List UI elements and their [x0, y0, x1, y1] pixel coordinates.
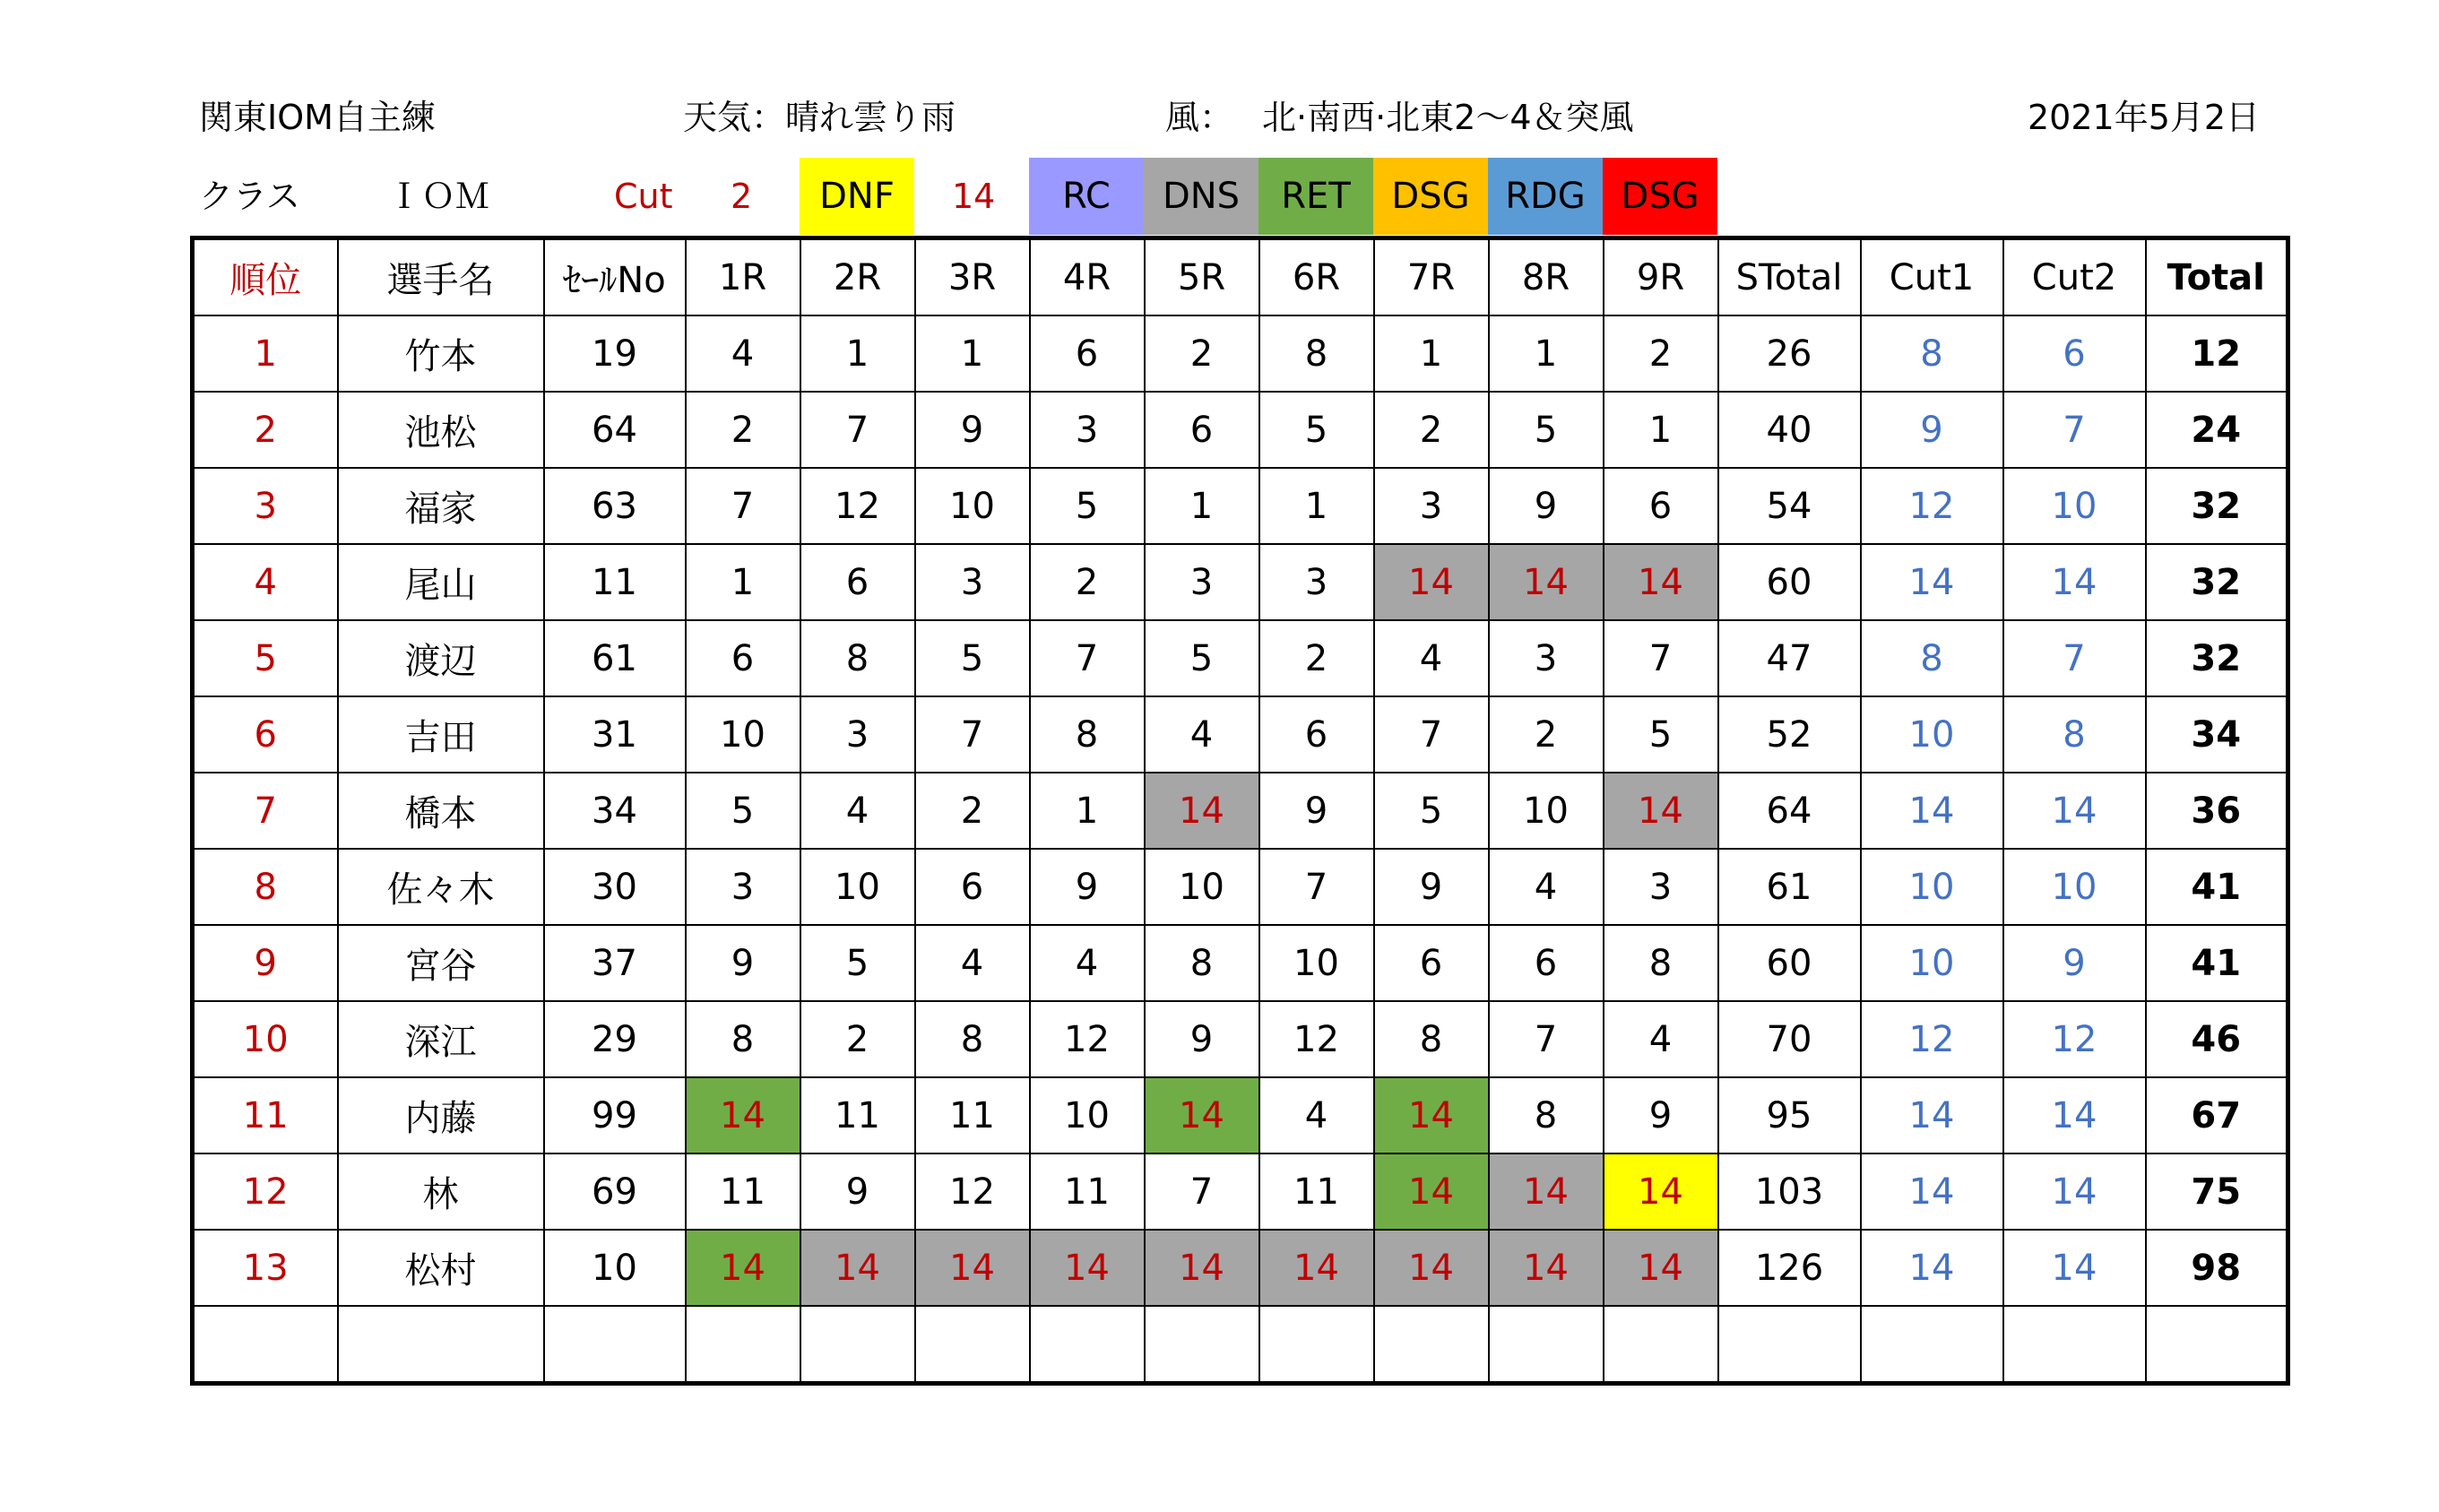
col-5r: 5R: [1145, 238, 1259, 316]
penalty-value: 14: [952, 177, 996, 216]
race-1r-cell: 3: [686, 849, 800, 925]
race-6r-cell: 6: [1259, 696, 1374, 773]
empty-cell: [1145, 1306, 1259, 1384]
race-1r-cell: 14: [686, 1230, 800, 1306]
race-7r-cell: 2: [1374, 392, 1489, 468]
race-7r-cell: 6: [1374, 925, 1489, 1001]
empty-cell: [1718, 1306, 1861, 1384]
cut1-cell: 14: [1861, 1153, 2003, 1230]
class-value: ＩＯＭ: [387, 177, 490, 216]
race-6r-cell: 1: [1259, 468, 1374, 544]
race-1r-cell: 14: [686, 1077, 800, 1153]
race-7r-cell: 3: [1374, 468, 1489, 544]
total-cell: 75: [2146, 1153, 2288, 1230]
race-6r-cell: 9: [1259, 773, 1374, 849]
table-row: [193, 468, 2288, 544]
race-9r-cell: 14: [1604, 544, 1718, 620]
race-7r-cell: 8: [1374, 1001, 1489, 1077]
race-4r-cell: 6: [1030, 315, 1145, 392]
legend-rc: RC: [1029, 158, 1144, 235]
race-4r-cell: 3: [1030, 392, 1145, 468]
stotal-cell: 61: [1718, 849, 1861, 925]
name-cell: 福家: [338, 468, 544, 544]
rank-cell: 10: [193, 1001, 338, 1077]
table-row: [193, 1001, 2288, 1077]
cut2-cell: 12: [2003, 1001, 2146, 1077]
race-1r-cell: 10: [686, 696, 800, 773]
rank-cell: 5: [193, 620, 338, 696]
race-3r-cell: 10: [915, 468, 1030, 544]
total-cell: 32: [2146, 620, 2288, 696]
total-cell: 41: [2146, 925, 2288, 1001]
race-8r-cell: 3: [1489, 620, 1604, 696]
rank-cell: 9: [193, 925, 338, 1001]
legend-rdg: RDG: [1488, 158, 1603, 235]
stotal-cell: 26: [1718, 315, 1861, 392]
empty-cell: [1604, 1306, 1718, 1384]
sail-cell: 10: [544, 1230, 686, 1306]
empty-cell: [1861, 1306, 2003, 1384]
cut2-cell: 14: [2003, 544, 2146, 620]
table-row: [193, 849, 2288, 925]
empty-cell: [1489, 1306, 1604, 1384]
race-7r-cell: 5: [1374, 773, 1489, 849]
cut1-cell: 14: [1861, 1077, 2003, 1153]
sail-cell: 37: [544, 925, 686, 1001]
class-label: クラス: [199, 177, 300, 216]
race-9r-cell: 1: [1604, 392, 1718, 468]
race-4r-cell: 9: [1030, 849, 1145, 925]
race-1r-cell: 11: [686, 1153, 800, 1230]
name-cell: 竹本: [338, 315, 544, 392]
sail-cell: 31: [544, 696, 686, 773]
legend-dns: DNS: [1144, 158, 1258, 235]
rank-cell: 4: [193, 544, 338, 620]
empty-cell: [800, 1306, 915, 1384]
col-sail: ｾｰﾙNo: [544, 238, 686, 316]
sail-cell: 61: [544, 620, 686, 696]
empty-cell: [193, 1306, 338, 1384]
race-4r-cell: 2: [1030, 544, 1145, 620]
race-5r-cell: 7: [1145, 1153, 1259, 1230]
race-5r-cell: 14: [1145, 1230, 1259, 1306]
race-7r-cell: 14: [1374, 1153, 1489, 1230]
name-cell: 松村: [338, 1230, 544, 1306]
cut2-cell: 10: [2003, 468, 2146, 544]
cut1-cell: 10: [1861, 696, 2003, 773]
table-row: [193, 544, 2288, 620]
rank-cell: 7: [193, 773, 338, 849]
race-3r-cell: 7: [915, 696, 1030, 773]
race-8r-cell: 8: [1489, 1077, 1604, 1153]
total-cell: 36: [2146, 773, 2288, 849]
race-9r-cell: 14: [1604, 1230, 1718, 1306]
race-5r-cell: 3: [1145, 544, 1259, 620]
race-7r-cell: 14: [1374, 544, 1489, 620]
race-7r-cell: 14: [1374, 1077, 1489, 1153]
race-4r-cell: 12: [1030, 1001, 1145, 1077]
cut2-cell: 14: [2003, 773, 2146, 849]
legend-dnf: DNF: [800, 158, 914, 235]
stotal-cell: 54: [1718, 468, 1861, 544]
race-6r-cell: 14: [1259, 1230, 1374, 1306]
race-2r-cell: 8: [800, 620, 915, 696]
race-2r-cell: 6: [800, 544, 915, 620]
race-2r-cell: 10: [800, 849, 915, 925]
race-3r-cell: 4: [915, 925, 1030, 1001]
cut1-cell: 9: [1861, 392, 2003, 468]
race-4r-cell: 8: [1030, 696, 1145, 773]
race-3r-cell: 9: [915, 392, 1030, 468]
col-stotal: STotal: [1718, 238, 1861, 316]
name-cell: 佐々木: [338, 849, 544, 925]
cut2-cell: 14: [2003, 1230, 2146, 1306]
total-cell: 98: [2146, 1230, 2288, 1306]
race-8r-cell: 9: [1489, 468, 1604, 544]
empty-cell: [338, 1306, 544, 1384]
race-1r-cell: 5: [686, 773, 800, 849]
race-1r-cell: 7: [686, 468, 800, 544]
results-table: [190, 236, 2290, 1386]
race-6r-cell: 8: [1259, 315, 1374, 392]
race-8r-cell: 4: [1489, 849, 1604, 925]
race-8r-cell: 14: [1489, 1230, 1604, 1306]
race-8r-cell: 5: [1489, 392, 1604, 468]
stotal-cell: 103: [1718, 1153, 1861, 1230]
empty-cell: [686, 1306, 800, 1384]
race-6r-cell: 3: [1259, 544, 1374, 620]
sail-cell: 19: [544, 315, 686, 392]
col-name: 選手名: [338, 238, 544, 316]
name-cell: 内藤: [338, 1077, 544, 1153]
empty-cell: [544, 1306, 686, 1384]
table-row: [193, 925, 2288, 1001]
race-6r-cell: 2: [1259, 620, 1374, 696]
table-row: [193, 1077, 2288, 1153]
rank-cell: 1: [193, 315, 338, 392]
total-cell: 32: [2146, 544, 2288, 620]
table-row: [193, 1153, 2288, 1230]
race-5r-cell: 2: [1145, 315, 1259, 392]
race-7r-cell: 4: [1374, 620, 1489, 696]
rank-cell: 6: [193, 696, 338, 773]
sail-cell: 69: [544, 1153, 686, 1230]
total-cell: 32: [2146, 468, 2288, 544]
empty-cell: [915, 1306, 1030, 1384]
col-9r: 9R: [1604, 238, 1718, 316]
weather-info: 天気：晴れ雲り雨: [683, 98, 956, 137]
sail-cell: 99: [544, 1077, 686, 1153]
stotal-cell: 70: [1718, 1001, 1861, 1077]
race-3r-cell: 3: [915, 544, 1030, 620]
cut2-cell: 8: [2003, 696, 2146, 773]
race-9r-cell: 9: [1604, 1077, 1718, 1153]
race-4r-cell: 7: [1030, 620, 1145, 696]
sail-cell: 63: [544, 468, 686, 544]
race-2r-cell: 5: [800, 925, 915, 1001]
name-cell: 渡辺: [338, 620, 544, 696]
race-2r-cell: 9: [800, 1153, 915, 1230]
cut2-cell: 10: [2003, 849, 2146, 925]
race-7r-cell: 7: [1374, 696, 1489, 773]
race-9r-cell: 4: [1604, 1001, 1718, 1077]
sail-cell: 29: [544, 1001, 686, 1077]
stotal-cell: 40: [1718, 392, 1861, 468]
race-9r-cell: 7: [1604, 620, 1718, 696]
race-3r-cell: 2: [915, 773, 1030, 849]
cut1-cell: 14: [1861, 544, 2003, 620]
wind-label: 風：: [1165, 98, 1234, 137]
col-3r: 3R: [915, 238, 1030, 316]
race-5r-cell: 10: [1145, 849, 1259, 925]
rank-cell: 13: [193, 1230, 338, 1306]
sail-cell: 34: [544, 773, 686, 849]
race-9r-cell: 14: [1604, 773, 1718, 849]
stotal-cell: 64: [1718, 773, 1861, 849]
race-1r-cell: 8: [686, 1001, 800, 1077]
empty-cell: [1374, 1306, 1489, 1384]
race-4r-cell: 4: [1030, 925, 1145, 1001]
race-6r-cell: 4: [1259, 1077, 1374, 1153]
col-2r: 2R: [800, 238, 915, 316]
event-title: 関東IOM自主練: [199, 98, 436, 137]
race-1r-cell: 9: [686, 925, 800, 1001]
race-1r-cell: 4: [686, 315, 800, 392]
cut2-cell: 14: [2003, 1153, 2146, 1230]
stotal-cell: 126: [1718, 1230, 1861, 1306]
cut2-cell: 9: [2003, 925, 2146, 1001]
race-1r-cell: 2: [686, 392, 800, 468]
header-row: [193, 238, 2288, 316]
table-row: [193, 1230, 2288, 1306]
sail-cell: 11: [544, 544, 686, 620]
race-6r-cell: 7: [1259, 849, 1374, 925]
race-3r-cell: 5: [915, 620, 1030, 696]
race-2r-cell: 12: [800, 468, 915, 544]
race-6r-cell: 12: [1259, 1001, 1374, 1077]
race-6r-cell: 11: [1259, 1153, 1374, 1230]
empty-cell: [2146, 1306, 2288, 1384]
rank-cell: 3: [193, 468, 338, 544]
race-4r-cell: 11: [1030, 1153, 1145, 1230]
legend-dsg-orange: DSG: [1373, 158, 1488, 235]
wind-info: 北·南西·北東2〜4＆突風: [1262, 98, 1634, 137]
name-cell: 林: [338, 1153, 544, 1230]
stotal-cell: 95: [1718, 1077, 1861, 1153]
race-3r-cell: 14: [915, 1230, 1030, 1306]
race-2r-cell: 2: [800, 1001, 915, 1077]
cut1-cell: 8: [1861, 315, 2003, 392]
total-cell: 24: [2146, 392, 2288, 468]
col-cut2: Cut2: [2003, 238, 2146, 316]
race-2r-cell: 7: [800, 392, 915, 468]
race-9r-cell: 2: [1604, 315, 1718, 392]
race-2r-cell: 4: [800, 773, 915, 849]
stotal-cell: 60: [1718, 544, 1861, 620]
race-7r-cell: 14: [1374, 1230, 1489, 1306]
col-total: Total: [2146, 238, 2288, 316]
race-5r-cell: 4: [1145, 696, 1259, 773]
table-row: [193, 620, 2288, 696]
empty-cell: [1030, 1306, 1145, 1384]
cut1-cell: 10: [1861, 849, 2003, 925]
name-cell: 深江: [338, 1001, 544, 1077]
race-2r-cell: 14: [800, 1230, 915, 1306]
empty-row: [193, 1306, 2288, 1384]
rank-cell: 2: [193, 392, 338, 468]
race-9r-cell: 3: [1604, 849, 1718, 925]
col-1r: 1R: [686, 238, 800, 316]
name-cell: 池松: [338, 392, 544, 468]
total-cell: 12: [2146, 315, 2288, 392]
cut2-cell: 7: [2003, 392, 2146, 468]
total-cell: 41: [2146, 849, 2288, 925]
cut1-cell: 14: [1861, 773, 2003, 849]
race-3r-cell: 11: [915, 1077, 1030, 1153]
cut-value: 2: [731, 177, 753, 216]
cut2-cell: 6: [2003, 315, 2146, 392]
race-8r-cell: 6: [1489, 925, 1604, 1001]
race-8r-cell: 7: [1489, 1001, 1604, 1077]
race-4r-cell: 1: [1030, 773, 1145, 849]
empty-cell: [2003, 1306, 2146, 1384]
total-cell: 67: [2146, 1077, 2288, 1153]
race-2r-cell: 11: [800, 1077, 915, 1153]
race-1r-cell: 1: [686, 544, 800, 620]
race-9r-cell: 6: [1604, 468, 1718, 544]
table-row: [193, 696, 2288, 773]
race-4r-cell: 10: [1030, 1077, 1145, 1153]
event-date: 2021年5月2日: [2028, 98, 2261, 137]
col-cut1: Cut1: [1861, 238, 2003, 316]
race-8r-cell: 2: [1489, 696, 1604, 773]
race-3r-cell: 12: [915, 1153, 1030, 1230]
race-2r-cell: 1: [800, 315, 915, 392]
total-cell: 46: [2146, 1001, 2288, 1077]
race-5r-cell: 1: [1145, 468, 1259, 544]
cut1-cell: 10: [1861, 925, 2003, 1001]
race-9r-cell: 8: [1604, 925, 1718, 1001]
name-cell: 宮谷: [338, 925, 544, 1001]
race-8r-cell: 14: [1489, 1153, 1604, 1230]
race-5r-cell: 8: [1145, 925, 1259, 1001]
cut2-cell: 7: [2003, 620, 2146, 696]
col-7r: 7R: [1374, 238, 1489, 316]
race-5r-cell: 14: [1145, 1077, 1259, 1153]
race-7r-cell: 1: [1374, 315, 1489, 392]
cut-label: Cut: [614, 177, 673, 216]
col-8r: 8R: [1489, 238, 1604, 316]
race-3r-cell: 8: [915, 1001, 1030, 1077]
col-6r: 6R: [1259, 238, 1374, 316]
cut1-cell: 12: [1861, 1001, 2003, 1077]
cut2-cell: 14: [2003, 1077, 2146, 1153]
rank-cell: 12: [193, 1153, 338, 1230]
race-9r-cell: 5: [1604, 696, 1718, 773]
name-cell: 吉田: [338, 696, 544, 773]
race-9r-cell: 14: [1604, 1153, 1718, 1230]
race-4r-cell: 5: [1030, 468, 1145, 544]
col-rank: 順位: [193, 238, 338, 316]
rank-cell: 11: [193, 1077, 338, 1153]
stotal-cell: 47: [1718, 620, 1861, 696]
total-cell: 34: [2146, 696, 2288, 773]
race-6r-cell: 10: [1259, 925, 1374, 1001]
race-3r-cell: 6: [915, 849, 1030, 925]
race-1r-cell: 6: [686, 620, 800, 696]
sail-cell: 30: [544, 849, 686, 925]
name-cell: 尾山: [338, 544, 544, 620]
race-8r-cell: 10: [1489, 773, 1604, 849]
race-8r-cell: 14: [1489, 544, 1604, 620]
race-5r-cell: 6: [1145, 392, 1259, 468]
sail-cell: 64: [544, 392, 686, 468]
race-8r-cell: 1: [1489, 315, 1604, 392]
name-cell: 橋本: [338, 773, 544, 849]
table-row: [193, 315, 2288, 392]
rank-cell: 8: [193, 849, 338, 925]
stotal-cell: 52: [1718, 696, 1861, 773]
stotal-cell: 60: [1718, 925, 1861, 1001]
empty-cell: [1259, 1306, 1374, 1384]
legend-dsg-red: DSG: [1603, 158, 1717, 235]
race-7r-cell: 9: [1374, 849, 1489, 925]
race-5r-cell: 9: [1145, 1001, 1259, 1077]
race-5r-cell: 5: [1145, 620, 1259, 696]
legend-ret: RET: [1258, 158, 1373, 235]
race-5r-cell: 14: [1145, 773, 1259, 849]
race-4r-cell: 14: [1030, 1230, 1145, 1306]
race-3r-cell: 1: [915, 315, 1030, 392]
race-6r-cell: 5: [1259, 392, 1374, 468]
table-row: [193, 773, 2288, 849]
cut1-cell: 12: [1861, 468, 2003, 544]
cut1-cell: 14: [1861, 1230, 2003, 1306]
col-4r: 4R: [1030, 238, 1145, 316]
race-2r-cell: 3: [800, 696, 915, 773]
cut1-cell: 8: [1861, 620, 2003, 696]
table-row: [193, 392, 2288, 468]
